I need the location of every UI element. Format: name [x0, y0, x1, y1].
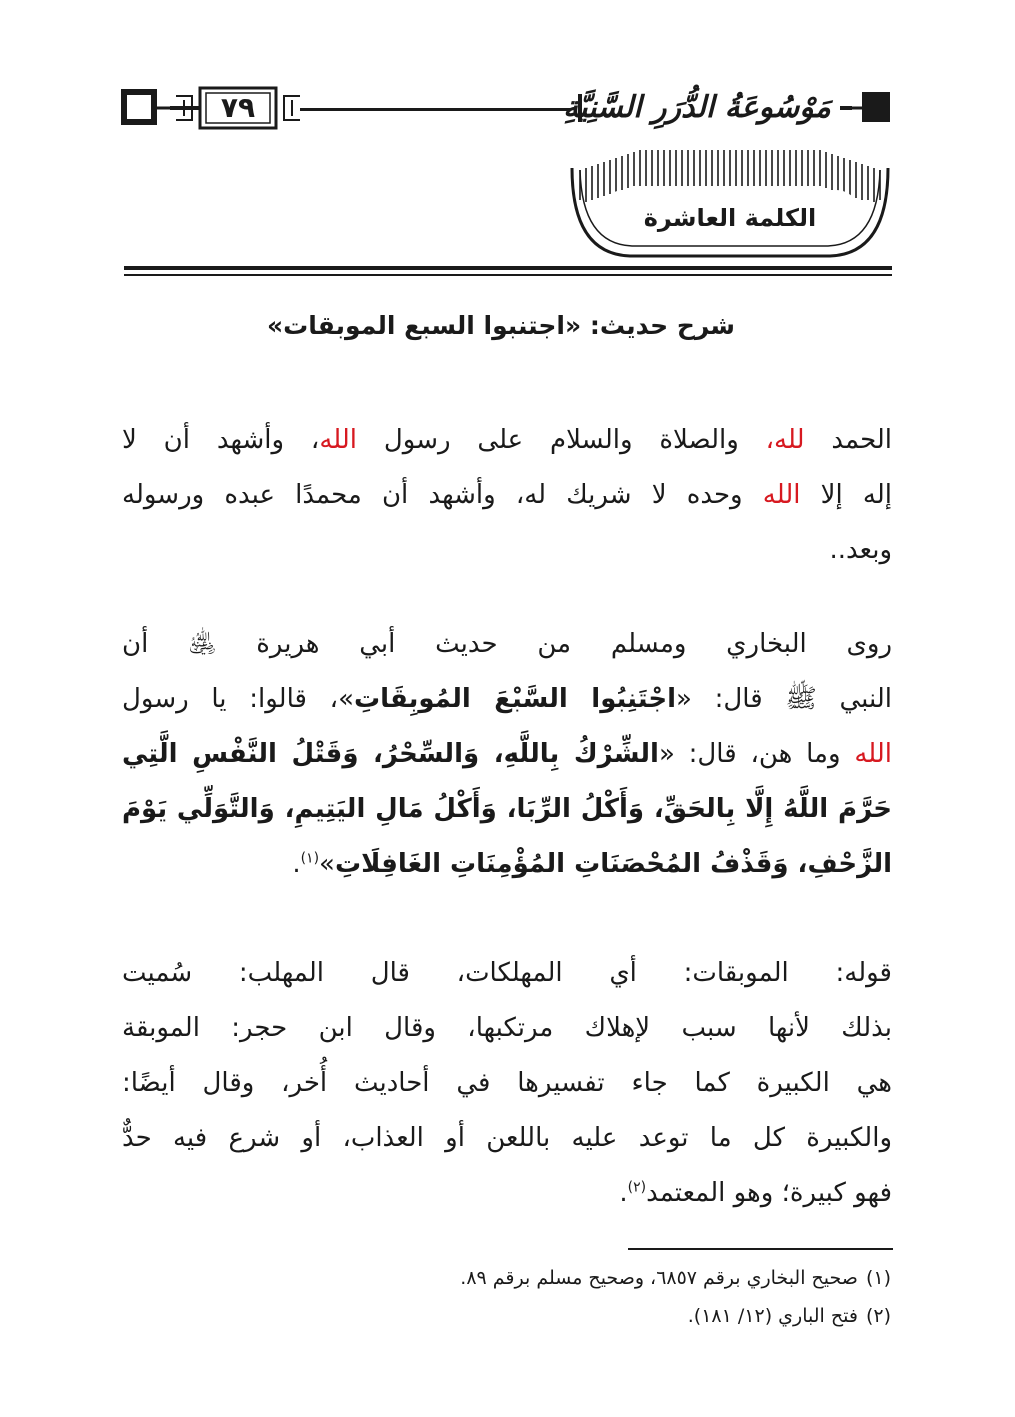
footnote-divider: [628, 1248, 893, 1250]
footnote-2: [131, 1300, 891, 1332]
header-rule-thick: [124, 266, 892, 270]
paragraph-line: النبي ﷺ قال: «اجْتَنِبُوا السَّبْعَ المُوبِقَاتِ»، قالوا: يا رسول: [122, 684, 892, 714]
paragraph-line: وبعد..: [829, 535, 892, 565]
paragraph-line: بذلك لأنها سبب لإهلاك مرتكبها، وقال ابن حجر: الموبقة: [122, 1013, 892, 1043]
header-rule-thin: [124, 274, 892, 276]
footnote-text: فتح الباري (١٢/ ١٨١).: [687, 1305, 858, 1327]
hadith-text: الزَّحْفِ، وَقَذْفُ المُحْصَنَاتِ المُؤْمِنَاتِ الغَافِلَاتِ: [334, 849, 892, 879]
footnote-number: (٢): [865, 1305, 891, 1327]
highlight-allah: الله: [854, 739, 893, 769]
footnote-ref-2[interactable]: (٢): [627, 1179, 647, 1196]
hadith-paragraph: [122, 617, 892, 892]
paragraph-line: الله وما هن، قال: «الشِّرْكُ بِاللَّهِ، وَالسِّحْرُ، وَقَتْلُ النَّفْسِ الَّتِي: [122, 739, 893, 769]
right-square-ornament: [862, 92, 890, 122]
highlight-allah: الله: [319, 425, 358, 455]
hadith-text: حَرَّمَ اللَّهُ إِلَّا بِالحَقِّ، وَأَكْلُ الرِّبَا، وَأَكْلُ مَالِ اليَتِيمِ، وَالتَّوَلِّي يَوْمَ: [122, 794, 892, 824]
intro-paragraph: [122, 413, 892, 578]
paragraph-line: هي الكبيرة كما جاء تفسيرها في أحاديث أُخر، وقال أيضًا:: [122, 1068, 892, 1098]
explanation-paragraph: [122, 946, 892, 1221]
chapter-title: الكلمة العاشرة: [643, 204, 817, 232]
series-title: مَوْسُوعَةُ الدُّرَرِ السَّنِيَّةِ: [563, 90, 831, 125]
top-rule-middle: [300, 108, 570, 111]
highlight-allah: لله،: [765, 425, 805, 455]
paragraph-line: إله إلا الله وحده لا شريك له، وأشهد أن محمدًا عبده ورسوله: [122, 480, 892, 510]
page-number: ٧٩: [220, 91, 256, 124]
paragraph-line: والكبيرة كل ما توعد عليه باللعن أو العذاب، أو شرع فيه حدٌّ: [122, 1123, 892, 1153]
paragraph-line: روى البخاري ومسلم من حديث أبي هريرة ﵁ أن: [122, 629, 892, 659]
highlight-allah: الله: [762, 480, 801, 510]
paragraph-line: الزَّحْفِ، وَقَذْفُ المُحْصَنَاتِ المُؤْمِنَاتِ الغَافِلَاتِ»$^{(١)}$.: [292, 849, 892, 879]
hadith-text: الشِّرْكُ بِاللَّهِ، وَالسِّحْرُ، وَقَتْلُ النَّفْسِ الَّتِي: [122, 739, 659, 769]
hadith-text: اجْتَنِبُوا السَّبْعَ المُوبِقَاتِ: [353, 684, 676, 714]
footnote-ref-1[interactable]: (١): [300, 850, 320, 867]
left-square-ornament: [124, 92, 154, 122]
section-heading: شرح حديث: «اجتنبوا السبع الموبقات»: [267, 311, 735, 340]
paragraph-line: فهو كبيرة؛ وهو المعتمد$^{(٢)}$.: [619, 1178, 892, 1208]
footnote-number: (١): [865, 1267, 891, 1289]
footnote-1: [131, 1262, 891, 1294]
paragraph-line: قوله: الموبقات: أي المهلكات، قال المهلب: سُميت: [122, 958, 892, 988]
paragraph-line: الحمد لله، والصلاة والسلام على رسول الله، وأشهد أن لا: [122, 425, 892, 455]
footnote-text: صحيح البخاري برقم ٦٨٥٧، وصحيح مسلم برقم ٨٩.: [460, 1267, 858, 1289]
